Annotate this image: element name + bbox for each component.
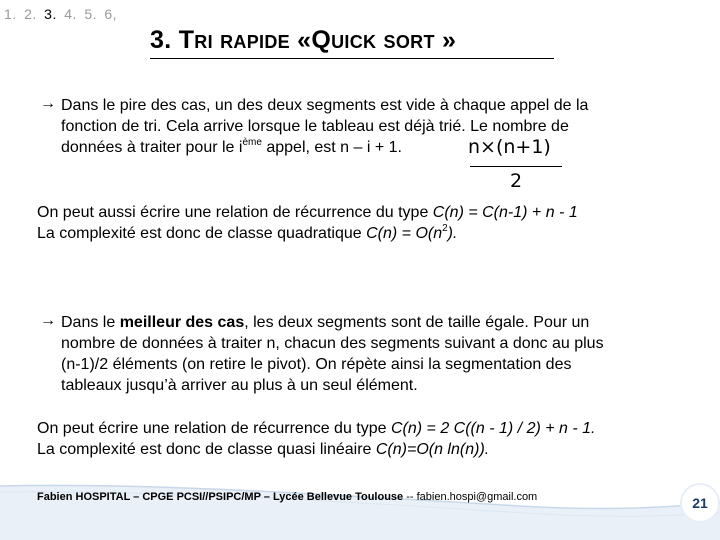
section-nav [4,6,120,22]
worst-line3-sup: ème [242,137,262,148]
worst-line3-b: appel, est n – i + 1. [261,139,402,156]
arrow-bullet-icon: → [40,95,56,112]
best-rec-line2-a: La complexité est donc de classe quasi linéaire [37,441,376,458]
best-rec-line2-b: C(n)=O(n ln(n)). [375,441,490,458]
arrow-bullet-icon: → [40,312,56,329]
worst-line3-a: données à traiter pour le i [61,139,243,156]
best-recurrence-paragraph [37,418,595,460]
formula-denominator: 2 [510,170,523,192]
best-line1-c: , les deux segments sont de taille égale. Pour un [244,314,590,331]
nav-item-4[interactable]: 4. [64,6,77,22]
best-line1-b: meilleur des cas [119,314,245,331]
worst-line1-b: pire des cas [119,97,206,114]
fraction-bar [470,166,562,167]
worst-recurrence-paragraph [37,202,578,244]
nav-item-1[interactable]: 1. [4,6,17,22]
footer-author: Fabien HOSPITAL – CPGE PCSI//PSIPC/MP – Lycée Bellevue Toulouse [37,491,404,503]
title-underline [150,58,554,59]
nav-item-2[interactable]: 2. [24,6,37,22]
page-number-badge: 21 [680,483,720,523]
worst-rec-line2-a: La complexité est donc de classe quadratique [37,225,367,242]
best-rec-line1-b: C(n) = 2 C((n - 1) / 2) + n - 1. [390,420,596,437]
worst-line2: fonction de tri. Cela arrive lorsque le tableau est déjà trié. Le nombre de [61,118,569,135]
formula-numerator: n×(n+1) [468,136,551,158]
worst-line1-a: Dans le [61,97,120,114]
worst-rec-line1-b: C(n) = C(n-1) + n - 1 [432,204,578,221]
best-line4: tableaux jusqu’à arriver au plus à un seul élément. [61,377,418,394]
best-line3: (n-1)/2 éléments (on retire le pivot). On répète ainsi la segmentation des [61,356,572,373]
best-line1-a: Dans le [61,314,120,331]
worst-line1-c: , un des deux segments est vide à chaque appel de la [205,97,589,114]
nav-item-6[interactable]: 6, [104,6,118,22]
best-line2: nombre de données à traiter n, chacun des segments suivant a donc au plus [61,335,604,352]
worst-rec-line2-sup: 2 [442,223,448,234]
formula-image [468,136,568,196]
worst-rec-line2-b: C(n) = O(n [366,225,443,242]
slide-title: 3. Tri rapide «Quick sort » [150,26,457,54]
nav-item-3[interactable]: 3. [44,6,57,22]
nav-item-5[interactable]: 5. [84,6,97,22]
footer-email: -- fabien.hospi@gmail.com [403,491,538,503]
footer-wave-decoration [0,478,720,540]
footer-credits [37,491,537,503]
best-case-paragraph [61,312,681,396]
worst-case-paragraph [61,95,681,158]
best-rec-line1-a: On peut écrire une relation de récurrence du type [37,420,391,437]
worst-rec-line2-c: ). [447,225,458,242]
worst-rec-line1-a: On peut aussi écrire une relation de récurrence du type [37,204,433,221]
